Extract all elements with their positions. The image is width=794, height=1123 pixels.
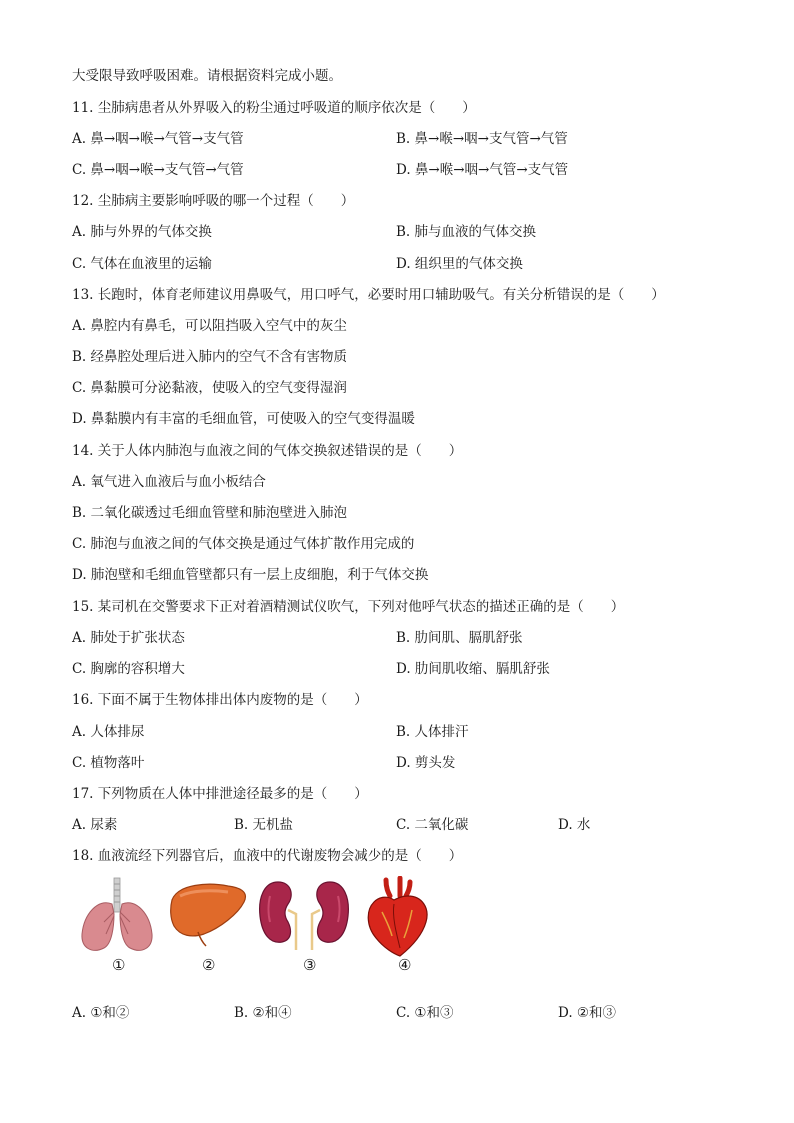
organ-figure: [70, 876, 450, 976]
question-18-stem: 18. 血液流经下列器官后，血液中的代谢废物会减少的是（ ）: [72, 848, 463, 864]
q11-option-d[interactable]: D. 鼻→喉→咽→气管→支气管: [396, 162, 569, 178]
q14-option-d[interactable]: D. 肺泡壁和毛细血管壁都只有一层上皮细胞，利于气体交换: [72, 567, 429, 583]
question-14-stem: 14. 关于人体内肺泡与血液之间的气体交换叙述错误的是（ ）: [72, 443, 463, 459]
q13-option-c[interactable]: C. 鼻黏膜可分泌黏液，使吸入的空气变得湿润: [72, 380, 347, 396]
q13-option-d[interactable]: D. 鼻黏膜内有丰富的毛细血管，可使吸入的空气变得温暖: [72, 411, 415, 427]
q14-option-c[interactable]: C. 肺泡与血液之间的气体交换是通过气体扩散作用完成的: [72, 536, 415, 552]
q12-option-c[interactable]: C. 气体在血液里的运输: [72, 256, 212, 272]
question-13-stem: 13. 长跑时，体育老师建议用鼻吸气，用口呼气，必要时用口辅助吸气。有关分析错误的是（ ）: [72, 287, 665, 303]
liver-icon: [168, 876, 250, 950]
q18-option-c[interactable]: C. ①和③: [396, 1005, 454, 1021]
question-16-stem: 16. 下面不属于生物体排出体内废物的是（ ）: [72, 692, 368, 708]
q18-option-b[interactable]: B. ②和④: [234, 1005, 292, 1021]
figure-label-4: ④: [398, 956, 412, 974]
q16-option-a[interactable]: A. 人体排尿: [72, 724, 145, 740]
q15-option-b[interactable]: B. 肋间肌、膈肌舒张: [396, 630, 523, 646]
question-11-stem: 11. 尘肺病患者从外界吸入的粉尘通过呼吸道的顺序依次是（ ）: [72, 100, 476, 116]
q11-option-b[interactable]: B. 鼻→喉→咽→支气管→气管: [396, 131, 568, 147]
figure-label-3: ③: [303, 956, 317, 974]
lungs-icon: [78, 876, 156, 956]
q17-option-d[interactable]: D. 水: [558, 817, 591, 833]
q12-option-d[interactable]: D. 组织里的气体交换: [396, 256, 523, 272]
figure-label-1: ①: [112, 956, 126, 974]
q17-option-b[interactable]: B. 无机盐: [234, 817, 294, 833]
question-15-stem: 15. 某司机在交警要求下正对着酒精测试仪吹气，下列对他呼气状态的描述正确的是（ ）: [72, 599, 625, 615]
heart-icon: [364, 876, 430, 958]
figure-label-2: ②: [202, 956, 216, 974]
q18-option-d[interactable]: D. ②和③: [558, 1005, 617, 1021]
q11-option-c[interactable]: C. 鼻→咽→喉→支气管→气管: [72, 162, 244, 178]
question-12-stem: 12. 尘肺病主要影响呼吸的哪一个过程（ ）: [72, 193, 355, 209]
q12-option-b[interactable]: B. 肺与血液的气体交换: [396, 224, 537, 240]
intro-text: 大受限导致呼吸困难。请根据资料完成小题。: [72, 68, 342, 84]
q13-option-b[interactable]: B. 经鼻腔处理后进入肺内的空气不含有害物质: [72, 349, 348, 365]
q11-option-a[interactable]: A. 鼻→咽→喉→气管→支气管: [72, 131, 244, 147]
q12-option-a[interactable]: A. 肺与外界的气体交换: [72, 224, 212, 240]
q14-option-a[interactable]: A. 氧气进入血液后与血小板结合: [72, 474, 266, 490]
q17-option-a[interactable]: A. 尿素: [72, 817, 118, 833]
q18-option-a[interactable]: A. ①和②: [72, 1005, 130, 1021]
q15-option-c[interactable]: C. 胸廓的容积增大: [72, 661, 185, 677]
q14-option-b[interactable]: B. 二氧化碳透过毛细血管壁和肺泡壁进入肺泡: [72, 505, 348, 521]
q15-option-a[interactable]: A. 肺处于扩张状态: [72, 630, 185, 646]
question-17-stem: 17. 下列物质在人体中排泄途径最多的是（ ）: [72, 786, 368, 802]
kidneys-icon: [256, 876, 352, 956]
q17-option-c[interactable]: C. 二氧化碳: [396, 817, 469, 833]
q16-option-b[interactable]: B. 人体排汗: [396, 724, 469, 740]
q13-option-a[interactable]: A. 鼻腔内有鼻毛，可以阻挡吸入空气中的灰尘: [72, 318, 347, 334]
q15-option-d[interactable]: D. 肋间肌收缩、膈肌舒张: [396, 661, 550, 677]
q16-option-c[interactable]: C. 植物落叶: [72, 755, 145, 771]
q16-option-d[interactable]: D. 剪头发: [396, 755, 456, 771]
